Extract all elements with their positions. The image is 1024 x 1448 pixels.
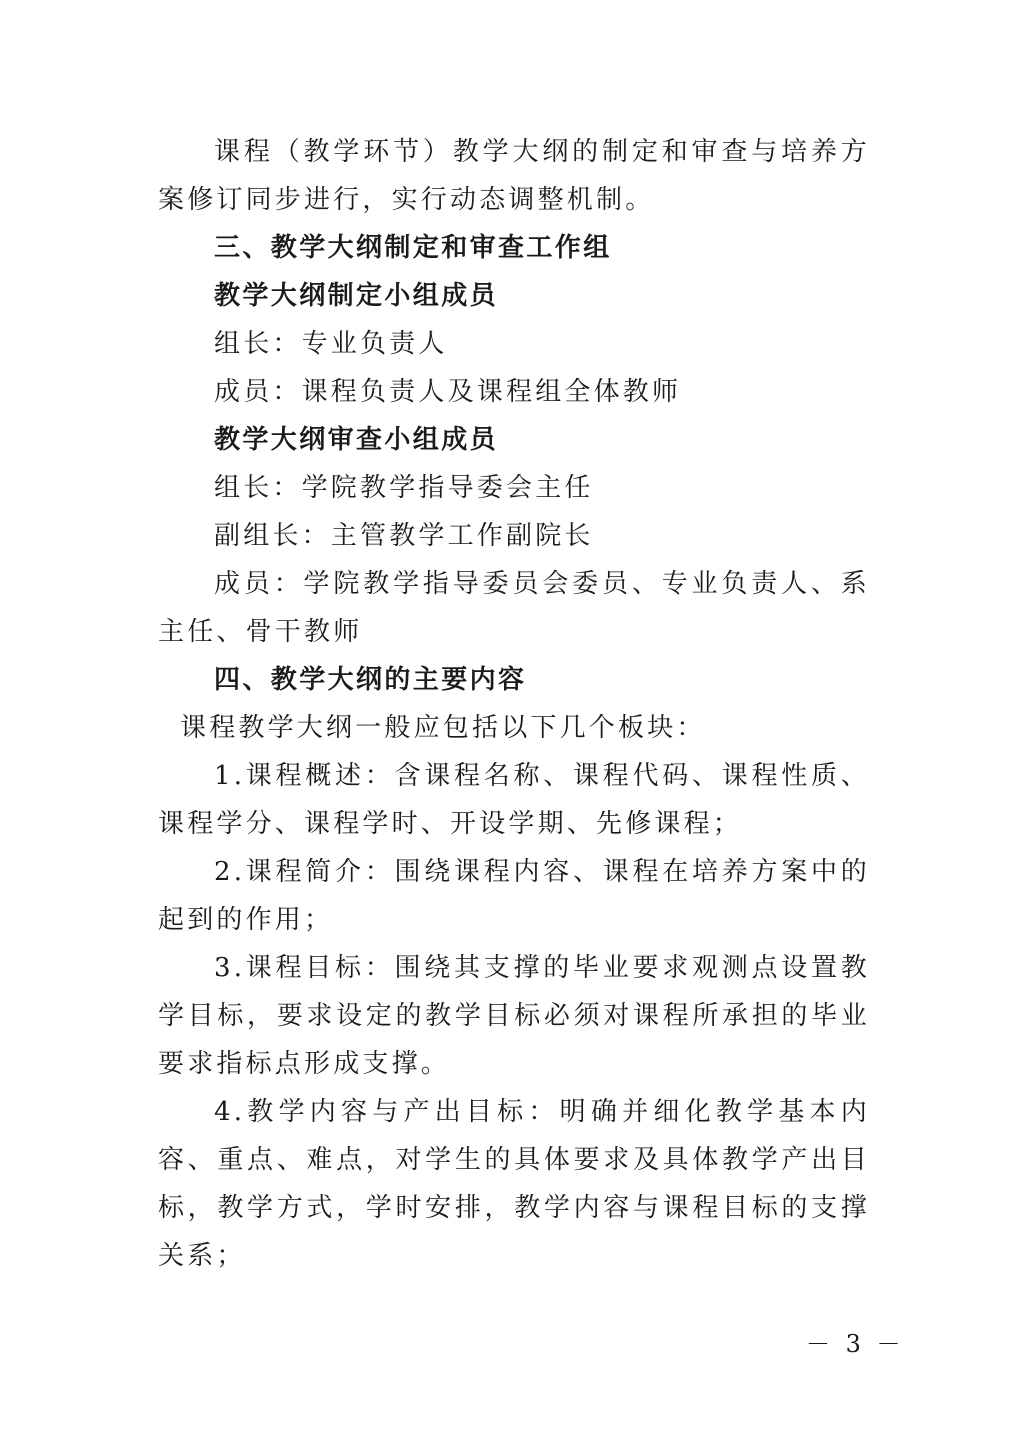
list-item-teaching-content: 4.教学内容与产出目标：明确并细化教学基本内容、重点、难点，对学生的具体要求及具体教学产出目标，教学方式，学时安排，教学内容与课程目标的支撑关系； bbox=[158, 1097, 870, 1271]
review-group-members: 成员：学院教学指导委员会委员、专业负责人、系主任、骨干教师 bbox=[158, 569, 870, 647]
section-heading-3: 三、教学大纲制定和审查工作组 bbox=[214, 233, 612, 263]
review-group-leader: 组长：学院教学指导委会主任 bbox=[214, 473, 594, 503]
syllabus-sections-intro: 课程教学大纲一般应包括以下几个板块： bbox=[180, 713, 706, 743]
page-number: － 3 － bbox=[806, 1330, 905, 1358]
list-item-course-objectives: 3.课程目标：围绕其支撑的毕业要求观测点设置教学目标，要求设定的教学目标必须对课程所承担的毕业要求指标点形成支撑。 bbox=[158, 953, 870, 1079]
list-item-course-intro: 2.课程简介：围绕课程内容、课程在培养方案中的起到的作用； bbox=[158, 857, 870, 935]
paragraph-sync-revision: 课程（教学环节）教学大纲的制定和审查与培养方案修订同步进行，实行动态调整机制。 bbox=[158, 137, 870, 215]
document-body bbox=[158, 128, 870, 1280]
drafting-group-members: 成员：课程负责人及课程组全体教师 bbox=[214, 377, 682, 407]
drafting-group-leader: 组长：专业负责人 bbox=[214, 329, 448, 359]
list-item-course-overview: 1.课程概述：含课程名称、课程代码、课程性质、课程学分、课程学时、开设学期、先修课程； bbox=[158, 761, 870, 839]
subheading-review-group: 教学大纲审查小组成员 bbox=[214, 425, 499, 455]
subheading-drafting-group: 教学大纲制定小组成员 bbox=[214, 281, 499, 311]
review-group-deputy-leader: 副组长：主管教学工作副院长 bbox=[214, 521, 594, 551]
section-heading-4: 四、教学大纲的主要内容 bbox=[214, 665, 527, 695]
